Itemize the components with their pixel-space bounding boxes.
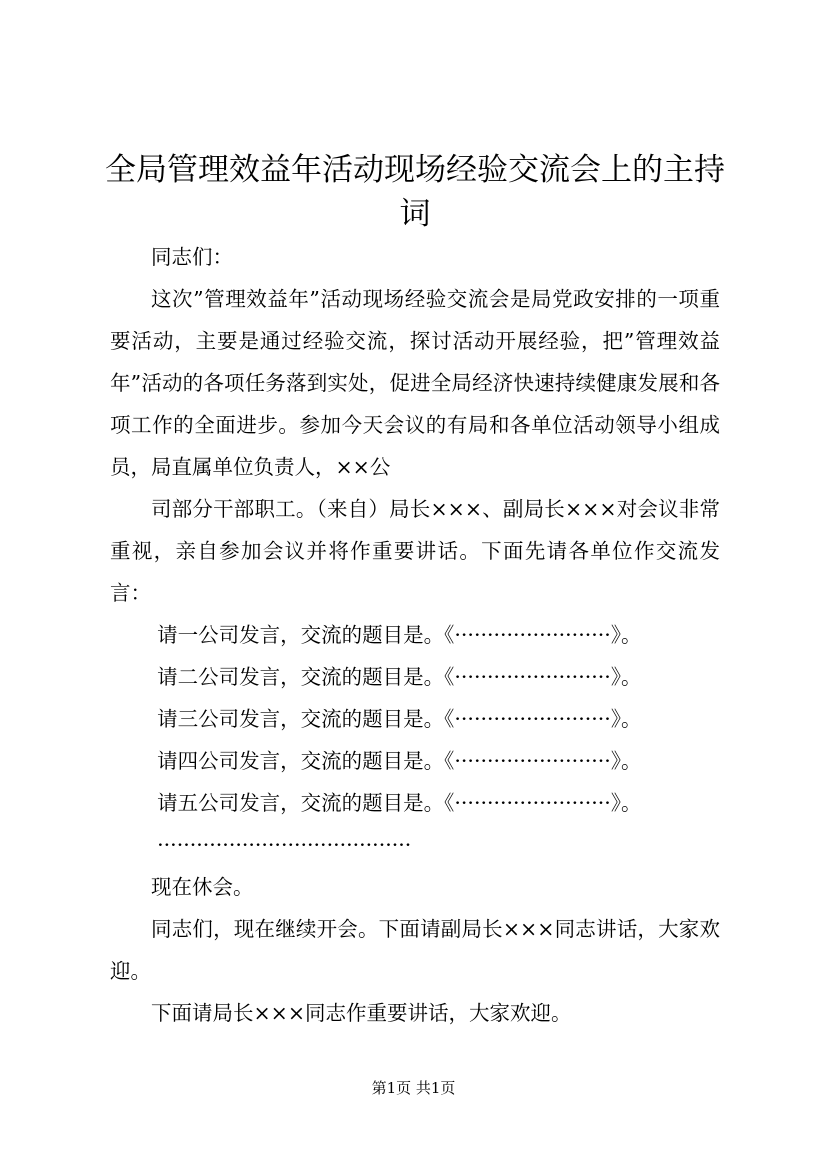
title-line-2: 词: [399, 196, 431, 232]
paragraph-intro: 这次”管理效益年”活动现场经验交流会是局党政安排的一项重要活动，主要是通过经验交流，探讨活动开展经验，把”管理效益年”活动的各项任务落到实处，促进全局经济快速持续健康发展和各项工作的全面进步。参加今天会议的有局和各单位活动领导小组成员，局直属单位负责人，××公: [110, 287, 720, 479]
speaker-item: 请三公司发言，交流的题目是。《························》。: [157, 707, 642, 731]
document-title: [105, 148, 725, 236]
paragraph-continuation: 司部分干部职工。（来自）局长×××、副局长×××对会议非常重视，亲自参加会议并将作重要讲话。下面先请各单位作交流发言：: [110, 497, 720, 605]
greeting: 同志们：: [151, 245, 233, 269]
recess-line: 现在休会。: [151, 875, 254, 899]
title-line-1: 全局管理效益年活动现场经验交流会上的主持: [105, 152, 725, 188]
speaker-item: 请一公司发言，交流的题目是。《························》。: [157, 623, 642, 647]
speaker-item: 请二公司发言，交流的题目是。《························》。: [157, 665, 642, 689]
resume-paragraph: 同志们，现在继续开会。下面请副局长×××同志讲话，大家欢迎。: [110, 917, 720, 983]
speaker-item: 请五公司发言，交流的题目是。《························》。: [157, 791, 642, 815]
speaker-item: 请四公司发言，交流的题目是。《························》。: [157, 749, 642, 773]
page-footer: 第1页 共1页: [371, 1079, 456, 1097]
document-body: [110, 236, 720, 1034]
ellipsis-line: ·······································: [157, 833, 412, 857]
closing-paragraph: 下面请局长×××同志作重要讲话，大家欢迎。: [151, 1001, 572, 1025]
